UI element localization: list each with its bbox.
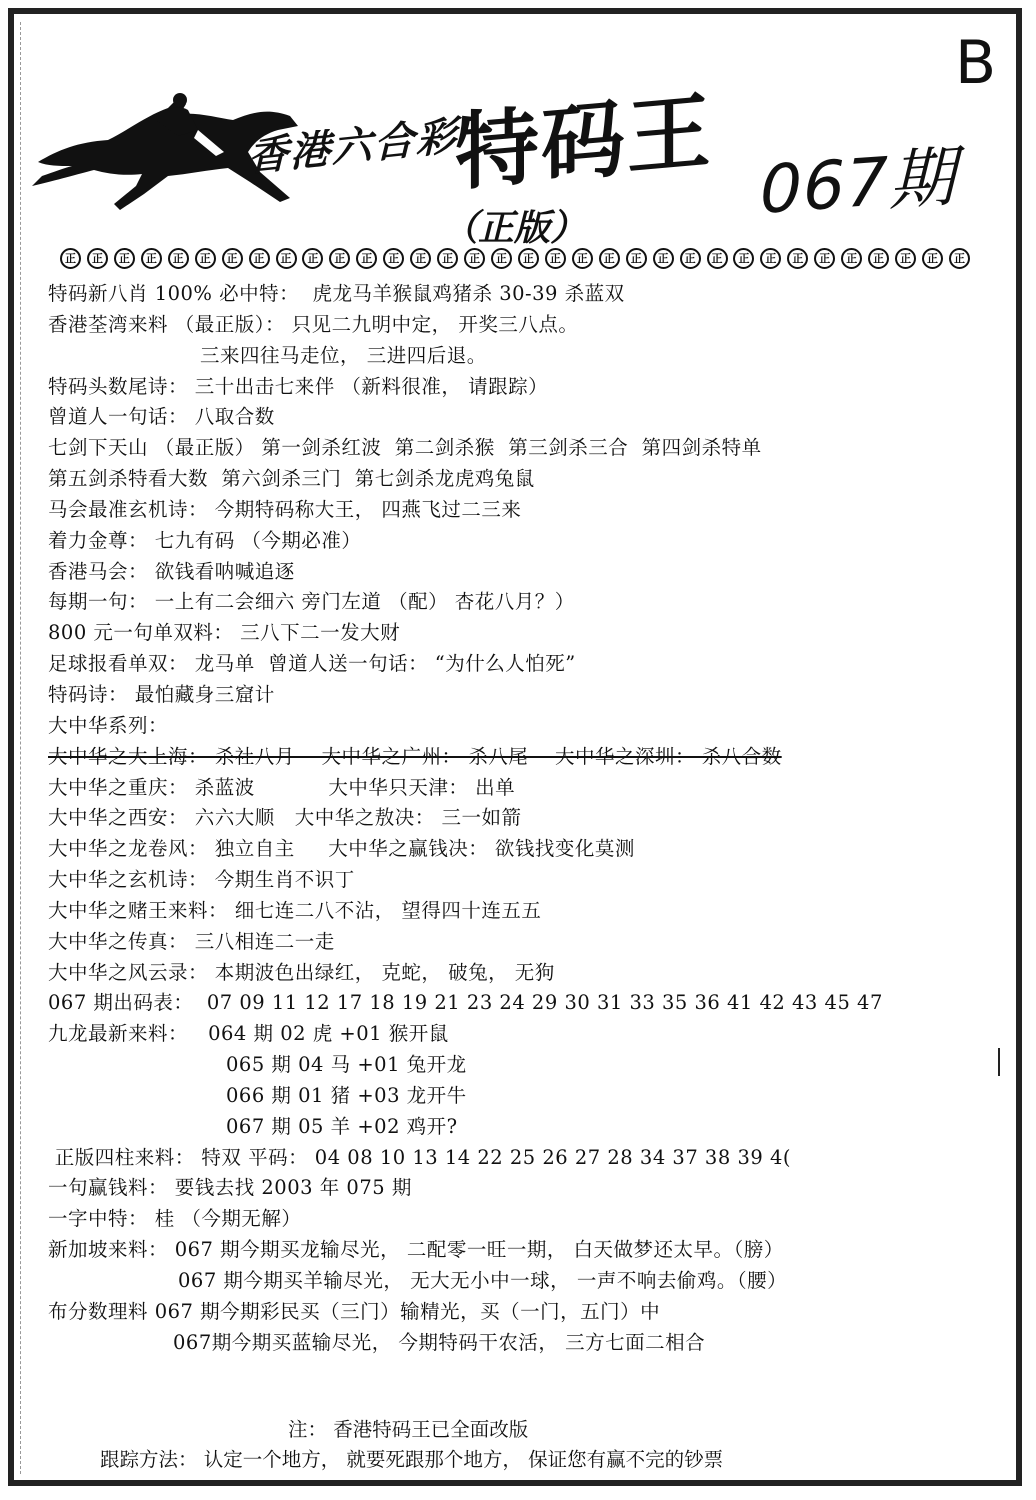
text-line — [48, 803, 988, 834]
footer-note: 注： 香港特码王已全面改版 — [288, 1418, 529, 1441]
text-line-content: 大中华之大上海： 杀社八月 大中华之广州： 杀八尾 大中华之深圳： 杀八合数 — [48, 744, 782, 768]
text-line-content: 065 期 04 马 +01 兔开龙 — [226, 1053, 467, 1077]
text-line — [48, 773, 988, 804]
stamp-icon: 正 — [814, 248, 835, 269]
text-line-content: 067期今期买蓝输尽光， 今期特码干农活， 三方七面二相合 — [173, 1330, 706, 1354]
text-line-content: 特码诗： 最怕藏身三窟计 — [48, 682, 275, 706]
text-line — [48, 587, 988, 618]
text-line — [48, 372, 988, 403]
stamp-icon: 正 — [302, 248, 323, 269]
text-line-content: 香港荃湾来料 （最正版）： 只见二九明中定， 开奖三八点。 — [48, 312, 579, 336]
text-line-content: 大中华之玄机诗： 今期生肖不识丁 — [48, 868, 355, 892]
text-line-content: 着力金尊： 七九有码 （今期必准） — [48, 528, 362, 552]
text-line — [48, 680, 988, 711]
text-line-content: 第五剑杀特看大数 第六剑杀三门 第七剑杀龙虎鸡兔鼠 — [48, 467, 535, 491]
text-line-content: 新加坡来料： 067 期今期买龙输尽光， 二配零一旺一期， 白天做梦还太早。（膀） — [48, 1238, 784, 1262]
text-line — [48, 1112, 988, 1143]
footer-tracking: 跟踪方法： 认定一个地方， 就要死跟那个地方， 保证您有赢不完的钞票 — [100, 1448, 724, 1471]
stamp-icon: 正 — [491, 248, 512, 269]
text-line — [48, 1297, 988, 1328]
scan-mark — [998, 1048, 1000, 1076]
text-line-content: 曾道人一句话： 八取合数 — [48, 405, 275, 429]
text-line — [48, 279, 988, 310]
stamp-icon: 正 — [787, 248, 808, 269]
text-line — [48, 1050, 988, 1081]
text-line — [48, 1173, 988, 1204]
stamp-icon: 正 — [222, 248, 243, 269]
stamp-icon: 正 — [572, 248, 593, 269]
stamp-icon: 正 — [545, 248, 566, 269]
text-line-content: 足球报看单双： 龙马单 曾道人送一句话： “为什么人怕死” — [48, 652, 576, 676]
text-line — [48, 310, 988, 341]
text-line — [48, 1143, 988, 1174]
text-line — [48, 927, 988, 958]
stamp-icon: 正 — [114, 248, 135, 269]
text-line — [48, 958, 988, 989]
stamp-icon: 正 — [168, 248, 189, 269]
text-line — [48, 1235, 988, 1266]
text-line-content: 大中华之传真： 三八相连二一走 — [48, 929, 335, 953]
text-line-content: 大中华之西安： 六六大顺 大中华之敖决： 三一如箭 — [48, 806, 522, 830]
text-line-content: 大中华之赌王来料： 细七连二八不沾， 望得四十连五五 — [48, 898, 542, 922]
text-line-content: 一字中特： 桂 （今期无解） — [48, 1207, 302, 1231]
text-line — [48, 618, 988, 649]
text-line-content: 特码头数尾诗： 三十出击七来伴 （新料很准， 请跟踪） — [48, 374, 549, 398]
stamp-icon: 正 — [437, 248, 458, 269]
stamp-icon: 正 — [760, 248, 781, 269]
text-line — [48, 557, 988, 588]
stamp-icon: 正 — [464, 248, 485, 269]
text-line — [48, 495, 988, 526]
text-line — [48, 1328, 988, 1359]
text-line-content: 067 期出码表： 07 09 11 12 17 18 19 21 23 24 29 30 31 33 35 36 41 42 43 45 47 — [48, 991, 883, 1015]
text-line — [48, 711, 988, 742]
text-line-content: 七剑下天山 （最正版） 第一剑杀红波 第二剑杀猴 第三剑杀三合 第四剑杀特单 — [48, 436, 762, 460]
masthead — [0, 0, 1036, 249]
text-line-content: 九龙最新来料： 064 期 02 虎 +01 猴开鼠 — [48, 1022, 449, 1046]
text-line-content: 大中华之重庆： 杀蓝波 大中华只天津： 出单 — [48, 775, 516, 799]
text-line — [48, 988, 988, 1019]
issue-number: 067期 — [760, 138, 956, 229]
text-line-content: 一句赢钱料： 要钱去找 2003 年 075 期 — [48, 1176, 412, 1200]
text-line — [48, 834, 988, 865]
edition-tag: （正版） — [442, 208, 587, 249]
stamp-row — [60, 248, 970, 272]
stamp-icon: 正 — [895, 248, 916, 269]
text-line-content: 布分数理料 067 期今期彩民买（三门）输精光，买（一门，五门）中 — [48, 1299, 661, 1323]
stamp-icon: 正 — [599, 248, 620, 269]
stamp-icon: 正 — [276, 248, 297, 269]
stamp-icon: 正 — [733, 248, 754, 269]
text-line-content: 三来四往马走位， 三进四后退。 — [200, 343, 487, 367]
text-line-content: 067 期今期买羊输尽光， 无大无小中一球， 一声不响去偷鸡。（腰） — [178, 1269, 788, 1292]
text-line-content: 香港马会： 欲钱看呐喊追逐 — [48, 559, 295, 583]
stamp-icon: 正 — [87, 248, 108, 269]
text-line — [48, 464, 988, 495]
text-line — [48, 742, 988, 773]
stamp-icon: 正 — [626, 248, 647, 269]
text-line-content: 正版四柱来料： 特双 平码： 04 08 10 13 14 22 25 26 27 28 34 37 38 39 4( — [48, 1145, 791, 1169]
text-line — [48, 1204, 988, 1235]
text-line-content: 067 期 05 羊 +02 鸡开? — [226, 1114, 458, 1138]
text-line-content: 大中华系列： — [48, 713, 169, 737]
stamp-icon: 正 — [249, 248, 270, 269]
stamp-icon: 正 — [680, 248, 701, 269]
text-line — [48, 896, 988, 927]
stamp-icon: 正 — [410, 248, 431, 269]
text-line — [48, 1266, 988, 1297]
brand-name-small: 香港六合彩 — [248, 112, 458, 182]
text-line — [48, 865, 988, 896]
stamp-icon: 正 — [383, 248, 404, 269]
stamp-icon: 正 — [518, 248, 539, 269]
text-line — [48, 341, 988, 372]
stamp-icon: 正 — [141, 248, 162, 269]
text-line — [48, 526, 988, 557]
text-line-content: 特码新八肖 100% 必中特： 虎龙马羊猴鼠鸡猪杀 30-39 杀蓝双 — [48, 282, 625, 305]
stamp-icon: 正 — [868, 248, 889, 269]
stamp-icon: 正 — [841, 248, 862, 269]
stamp-icon: 正 — [653, 248, 674, 269]
edition-letter: B — [955, 28, 997, 98]
stamp-icon: 正 — [707, 248, 728, 269]
stamp-icon: 正 — [922, 248, 943, 269]
stamp-icon: 正 — [356, 248, 377, 269]
text-line-content: 大中华之风云录： 本期波色出绿红， 克蛇， 破兔， 无狗 — [48, 960, 555, 984]
text-line-content: 每期一句： 一上有二会细六 旁门左道 （配） 杏花八月？） — [48, 590, 575, 614]
text-line-content: 马会最准玄机诗： 今期特码称大王， 四燕飞过二三来 — [48, 497, 522, 521]
text-line — [48, 1081, 988, 1112]
text-line — [48, 1019, 988, 1050]
stamp-icon: 正 — [949, 248, 970, 269]
brand-name-big: 特码王 — [455, 81, 714, 203]
stamp-icon: 正 — [60, 248, 81, 269]
text-line — [48, 433, 988, 464]
text-line — [48, 649, 988, 680]
content-lines — [48, 279, 988, 1359]
text-line-content: 大中华之龙卷风： 独立自主 大中华之赢钱决： 欲钱找变化莫测 — [48, 837, 635, 861]
text-line-content: 800 元一句单双料： 三八下二一发大财 — [48, 621, 401, 645]
stamp-icon: 正 — [195, 248, 216, 269]
stamp-icon: 正 — [329, 248, 350, 269]
text-line-content: 066 期 01 猪 +03 龙开牛 — [226, 1083, 467, 1107]
text-line — [48, 402, 988, 433]
